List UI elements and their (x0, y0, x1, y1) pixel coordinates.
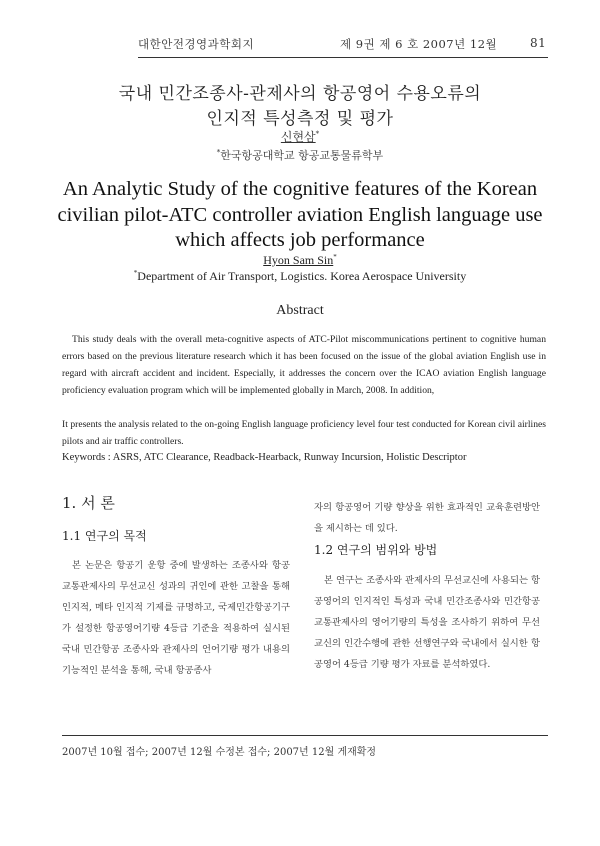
footnote: 2007년 10월 접수; 2007년 12월 수정본 접수; 2007년 12월 게재확정 (62, 747, 377, 758)
footnote-rule (62, 735, 548, 736)
english-affiliation-text: Department of Air Transport, Logistics. Korea Aerospace University (137, 269, 467, 283)
english-title-line2: civilian pilot-ATC controller aviation English language use (57, 204, 543, 226)
english-title-line1: An Analytic Study of the cognitive features of the Korean (62, 178, 538, 200)
keywords-line (62, 449, 546, 466)
english-author (0, 253, 600, 268)
english-affiliation-mark: * (133, 269, 138, 277)
abstract-paragraph-1: This study deals with the overall meta-cognitive aspects of ATC-Pilot miscommunications pertinent to cognitive human errors based on the previous literature research which it has been focused on the issue of the global aviation English use in regard with aircraft accident and incident. Especially, it addresses the concern over the ICAO aviation English language proficiency evaluation program which will be implemented globally in March, 2008. In addition, (62, 334, 546, 396)
section-1-1-heading: 1.1 연구의 목적 (62, 529, 147, 543)
abstract-heading: Abstract (276, 303, 324, 318)
korean-affiliation-mark: * (216, 148, 221, 157)
keywords-text: ASRS, ATC Clearance, Readback-Hearback, Runway Incursion, Holistic Descriptor (112, 452, 467, 463)
section-1-2-text: 본 연구는 조종사와 관제사의 무선교신에 사용되는 항공영어의 인지적인 특성과 국내 민간조종사와 민간항공교통관제사의 영어기량의 특성을 조사하기 위하여 무선교신의 인간수행에 관한 선행연구와 국내에서 실시한 항공영어 4등급 기량 평가 자료를 분석하였다. (314, 575, 540, 670)
abstract-paragraph-2: It presents the analysis related to the on-going English language proficiency level four test conducted for Korean civil airlines pilots and air traffic controllers. (62, 419, 546, 447)
korean-affiliation-text: 한국항공대학교 항공교통물류학부 (220, 149, 384, 162)
section-1-heading: 1. 서 론 (62, 494, 115, 512)
english-affiliation (0, 269, 600, 284)
journal-name: 대한안전경영과학회지 (138, 37, 255, 51)
volume-info: 제 9권 제 6 호 2007년 12월 (340, 37, 498, 51)
english-author-name: Hyon Sam Sin (263, 253, 334, 267)
korean-affiliation (0, 147, 600, 163)
english-title-line3: which affects job performance (175, 229, 425, 251)
english-author-mark: * (333, 253, 337, 261)
korean-author (0, 128, 600, 145)
section-1-1-continued-text: 자의 항공영어 기량 향상을 위한 효과적인 교육훈련방안을 제시하는 데 있다. (314, 502, 540, 534)
korean-title-line1: 국내 민간조종사-관제사의 항공영어 수용오류의 (118, 84, 482, 104)
section-1-2-heading: 1.2 연구의 범위와 방법 (314, 543, 438, 557)
korean-author-name: 신현삼 (280, 130, 316, 144)
korean-title-line2: 인지적 특성측정 및 평가 (206, 109, 394, 129)
keywords-label: Keywords : (62, 452, 111, 463)
page-number: 81 (530, 36, 547, 50)
header-rule (138, 57, 548, 58)
korean-author-mark: * (315, 130, 320, 138)
section-1-1-text: 본 논문은 항공기 운항 중에 발생하는 조종사와 항공교통관제사의 무선교신 성과의 귀인에 관한 고찰을 통해 인지적, 메타 인지적 기제를 규명하고, 국제민간항공기구가 설정한 항공영어기량 4등급 기준을 적용하여 실시된 국내 민간항공 조종사와 관제사의 언어기량 평가 내용의 기능적인 분석을 통해, 국내 항공종사 (62, 560, 290, 676)
